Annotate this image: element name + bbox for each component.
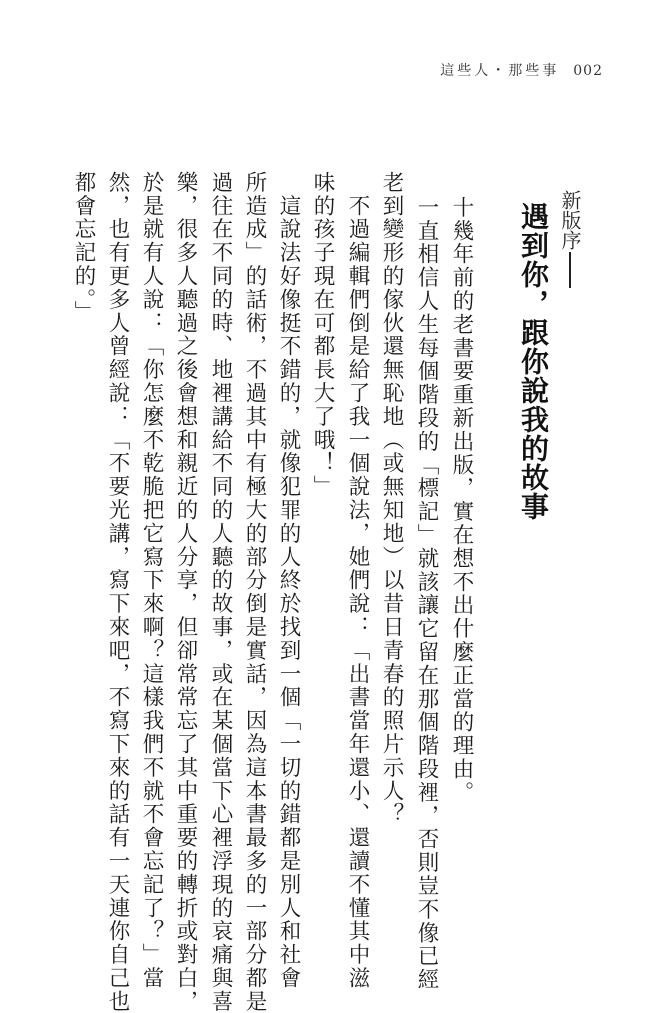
body-line-9: 樂，很多人聽過之後會想和親近的人分享，但卻常常忘了其中重要的轉折或對白，	[173, 171, 198, 1013]
body-line-7: 所造成」的話術，不過其中有極大的部分倒是實話，因為這本書最多的一部分都是	[242, 171, 267, 1013]
body-line-10: 於是就有人說：「你怎麼不乾脆把它寫下來啊？這樣我們不就不會忘記了？」當	[139, 171, 164, 990]
page-number: 002	[573, 63, 603, 79]
body-line-8: 過往在不同的時、地裡講給不同的人聽的故事，或在某個當下心裡浮現的哀痛與喜	[208, 171, 233, 1013]
body-line-3: 老到變形的傢伙還無恥地（或無知地）以昔日青春的照片示人？	[379, 171, 404, 827]
running-title: 這些人・那些事	[440, 63, 560, 79]
running-header	[440, 60, 603, 80]
body-line-2: 一直相信人生每個階段的「標記」就該讓它留在那個階段裡，否則豈不像已經	[414, 196, 439, 992]
body-line-1: 十幾年前的老書要重新出版，實在想不出什麼正當的理由。	[449, 196, 474, 805]
body-line-6: 這說法好像挺不錯的，就像犯罪的人終於找到一個「一切的錯都是別人和社會	[276, 171, 301, 990]
body-line-4: 不過編輯們倒是給了我一個說法，她們說：「出書當年還小、還讀不懂其中滋	[345, 171, 370, 990]
chapter-title: 遇到你，跟你說我的故事	[517, 202, 550, 521]
section-label: 新版序	[558, 190, 582, 250]
section-dash-divider	[569, 252, 571, 288]
body-line-12: 都會忘記的。」	[71, 171, 96, 325]
body-line-5: 味的孩子現在可都長大了哦！」	[310, 171, 335, 499]
body-line-11: 然，也有更多人曾經說：「不要光講，寫下來吧，不寫下來的話有一天連你自己也	[105, 171, 130, 1013]
